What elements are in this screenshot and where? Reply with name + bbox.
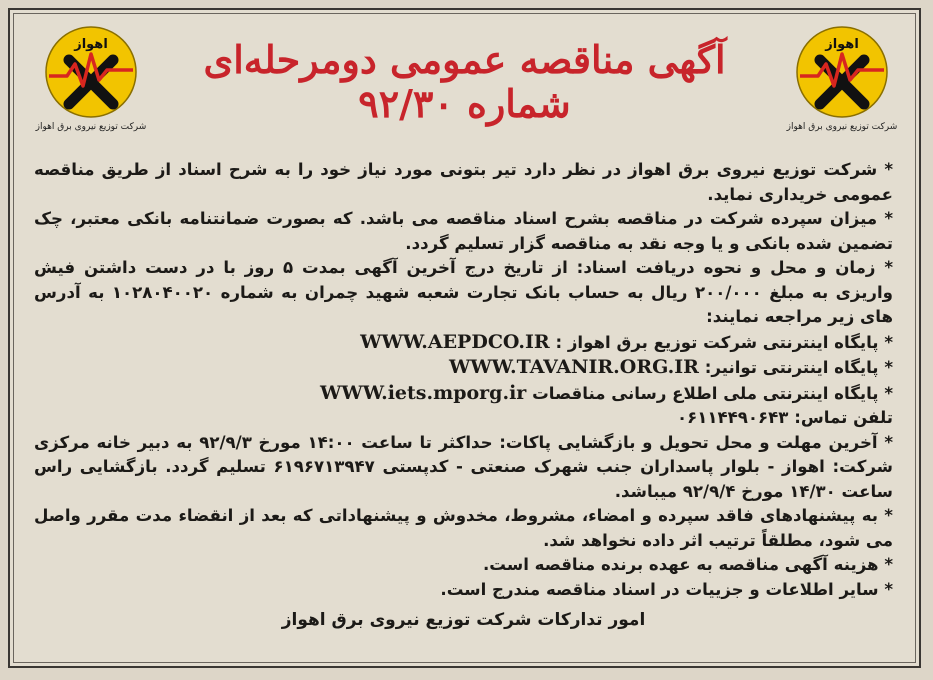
notice-body — [34, 158, 893, 633]
logo-city-name: اهواز — [74, 37, 108, 52]
website-2-url[interactable]: WWW.TAVANIR.ORG.IR — [448, 356, 699, 378]
logo-caption: شرکت توزیع نیروی برق اهواز — [786, 122, 898, 132]
website-line-2 — [34, 355, 893, 381]
logo-emblem-icon — [794, 24, 890, 120]
title-line-2: شماره ۹۲/۳۰ — [358, 80, 571, 126]
paragraph-ad-cost: * هزینه آگهی مناقصه به عهده برنده مناقصه است. — [483, 555, 893, 574]
title-line-1: آگهی مناقصه عمومی دومرحله‌ای — [203, 37, 726, 82]
website-2-label: * پایگاه اینترنتی توانیر: — [704, 358, 893, 377]
notice-signature: امور تدارکات شرکت توزیع نیروی برق اهواز — [281, 610, 646, 630]
company-logo-left — [32, 24, 150, 142]
contact-phone: تلفن تماس: ۰۶۱۱۴۴۹۰۶۴۳ — [677, 408, 893, 427]
website-3-label: * پایگاه اینترنتی ملی اطلاع رسانی مناقصات — [532, 383, 893, 403]
website-1-url[interactable]: WWW.AEPDCO.IR — [360, 330, 550, 353]
logo-city-name: اهواز — [825, 37, 859, 52]
website-line-1 — [34, 330, 893, 356]
notice-title — [180, 37, 749, 126]
paragraph-deadline: * آخرین مهلت و محل تحویل و بازگشایی پاکات: حداکثر تا ساعت ۱۴:۰۰ مورخ ۹۲/۹/۳ به دبیر خانه مرکزی شرکت: اهواز - بلوار پاسداران جنب شهرک صنعتی - کدپستی ۶۱۹۶۷۱۳۹۴۷ تسلیم گردد. بازگشایی راس ساعت ۱۴/۳۰ مورخ ۹۲/۹/۴ میباشد. — [34, 432, 894, 501]
paragraph-deposit: * میزان سپرده شرکت در مناقصه بشرح اسناد مناقصه می باشد. که بصورت ضمانتنامه بانکی معتبر، چک تضمین شده بانکی و یا وجه نقد به مناقصه گزار تسلیم گردد. — [34, 209, 893, 253]
logo-emblem-icon — [43, 24, 139, 120]
paragraph-documents: * زمان و محل و نحوه دریافت اسناد: از تاریخ درج آخرین آگهی بمدت ۵ روز با در دست داشتن فیش واریزی به مبلغ ۲۰۰/۰۰۰ ریال به حساب بانک تجارت شعبه شهید چمران به شماره ۱۰۲۸۰۴۰۰۲۰ به آدرس های زیر مراجعه نمایند: — [34, 258, 893, 326]
paragraph-rejection: * به پیشنهادهای فاقد سپرده و امضاء، مشروط، مخدوش و پیشنهاداتی که بعد از انقضاء مدت مقرر واصل می شود، مطلقاً ترتیب اثر داده نخواهد شد. — [34, 506, 893, 550]
website-1-label: * پایگاه اینترنتی شرکت توزیع برق اهواز : — [555, 332, 893, 352]
paragraph-purchase: * شرکت توزیع نیروی برق اهواز در نظر دارد تیر بتونی مورد نیاز خود را به شرح اسناد از طریق مناقصه عمومی خریداری نماید. — [34, 160, 893, 204]
company-logo-right — [783, 24, 901, 142]
website-line-3 — [34, 381, 893, 407]
website-3-url[interactable]: WWW.iets.mporg.ir — [320, 381, 527, 404]
logo-caption: شرکت توزیع نیروی برق اهواز — [35, 122, 147, 132]
notice-frame — [8, 8, 921, 668]
paragraph-other-info: * سایر اطلاعات و جزییات در اسناد مناقصه مندرج است. — [440, 579, 893, 599]
